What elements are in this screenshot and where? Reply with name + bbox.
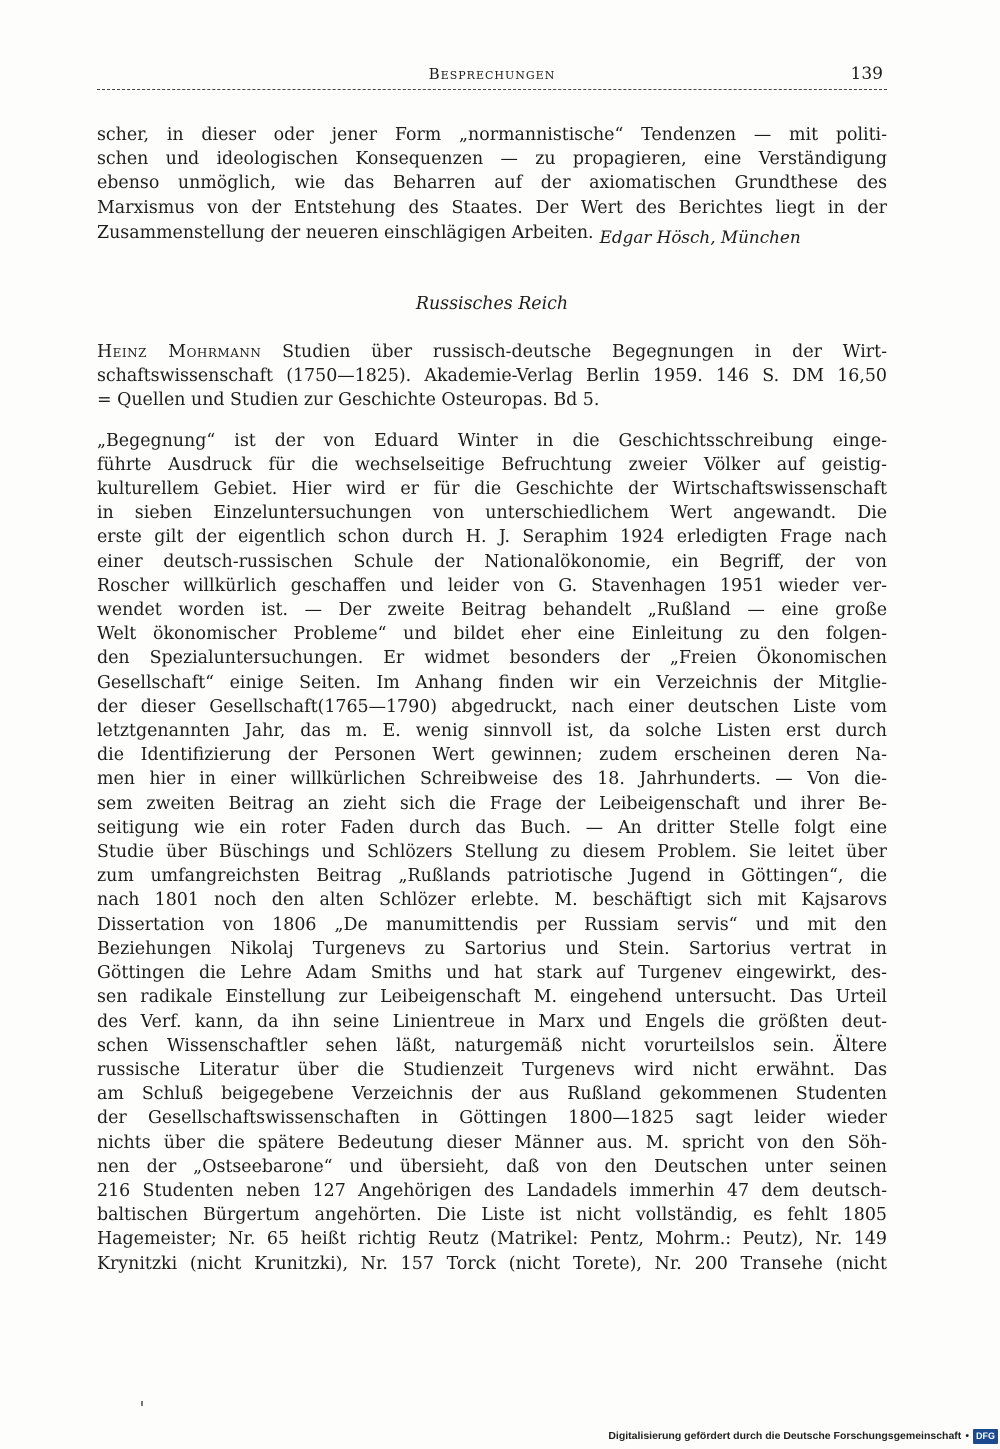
text-line (97, 340, 887, 364)
text-line: führte Ausdruck für die wechselseitige Befruchtung zweier Völker auf geistig- (97, 454, 887, 475)
text-line: Roscher willkürlich geschaffen und leider von G. Stavenhagen 1951 wieder ver- (97, 575, 887, 596)
text-line: = Quellen und Studien zur Geschichte Osteuropas. Bd 5. (97, 390, 600, 411)
text-line: zum umfangreichsten Beitrag „Rußlands patriotische Jugend in Göttingen“, die (97, 866, 887, 887)
section-heading: Russisches Reich (415, 294, 569, 315)
text-line: ebenso unmöglich, wie das Beharren auf der axiomatischen Grundthese des (97, 173, 887, 194)
text-line: Zusammenstellung der neueren einschlägigen Arbeiten. (97, 222, 594, 243)
text-line: schen Wissenschaftler sehen läßt, naturgemäß nicht vorurteilslos sein. Ältere (97, 1035, 887, 1056)
reference-title: Studien über russisch-deutsche Begegnungen in der Wirt- (282, 342, 887, 363)
dfg-logo: DFG (973, 1429, 998, 1444)
text-line: wendet worden ist. — Der zweite Beitrag behandelt „Rußland — eine große (97, 600, 887, 621)
text-line: Krynitzki (nicht Krunitzki), Nr. 157 Torck (nicht Torete), Nr. 200 Transehe (nicht (97, 1253, 887, 1274)
text-line: der Gesellschaftswissenschaften in Göttingen 1800—1825 sagt leider wieder (97, 1108, 887, 1129)
text-line: erste gilt der eigentlich schon durch H. J. Seraphim 1924 erledigten Frage nach (97, 527, 887, 548)
digitization-footer (608, 1427, 998, 1445)
reference-author: Heinz Mohrmann (97, 342, 262, 363)
text-line: sen radikale Einstellung zur Leibeigenschaft M. eingehend untersucht. Das Urteil (97, 987, 887, 1008)
text-line: nichts über die spätere Bedeutung dieser Männer aus. M. spricht von den Söh- (97, 1132, 887, 1153)
text-line: schen und ideologischen Konsequenzen — zu propagieren, eine Verständigung (97, 149, 887, 170)
text-line: Dissertation von 1806 „De manumittendis per Russiam servis“ und mit den (97, 914, 887, 935)
text-line: men hier in einer willkürlichen Schreibweise des 18. Jahrhunderts. — Von die- (97, 769, 887, 790)
text-line-with-signature (97, 220, 887, 245)
text-line: Welt ökonomischer Probleme“ und bildet eher eine Einleitung zu den folgen- (97, 624, 887, 645)
text-line: sem zweiten Beitrag an zieht sich die Frage der Leibeigenschaft und ihrer Be- (97, 793, 887, 814)
running-title: Besprechungen (428, 65, 556, 83)
text-line: 216 Studenten neben 127 Angehörigen des Landadels immerhin 47 dem deutsch- (97, 1180, 887, 1201)
text-line: die Identifizierung der Personen Wert gewinnen; zudem erscheinen deren Na- (97, 745, 887, 766)
text-line: kulturellem Gebiet. Hier wird er für die Geschichte der Wirtschaftswissenschaft (97, 479, 887, 500)
text-line: Studie über Büschings und Schlözers Stellung zu diesem Problem. Sie leitet über (97, 842, 887, 863)
text-line: Gesellschaft“ einige Seiten. Im Anhang finden wir ein Verzeichnis der Mitglie- (97, 672, 887, 693)
footer-credit: Digitalisierung gefördert durch die Deutsche Forschungsgemeinschaft (608, 1430, 962, 1442)
reviewer-signature: Edgar Hösch, München (599, 226, 801, 247)
text-line: des Verf. kann, da ihn seine Linientreue in Marx und Engels die größten deut- (97, 1011, 887, 1032)
text-line: seitigung wie ein roter Faden durch das Buch. — An dritter Stelle folgt eine (97, 817, 887, 838)
document-page (97, 62, 887, 1276)
text-line: am Schluß beigegebene Verzeichnis der aus Rußland gekommenen Studenten (97, 1084, 887, 1105)
review-paragraph (97, 429, 887, 1276)
text-line: russische Literatur über die Studienzeit Turgenevs wird nicht erwähnt. Das (97, 1059, 887, 1080)
text-line: letztgenannten Jahr, das m. E. wenig sinnvoll ist, da solche Listen erst durch (97, 721, 887, 742)
bibliographic-reference (97, 340, 887, 413)
text-line: Göttingen die Lehre Adam Smiths und hat stark auf Turgenev eingewirkt, des- (97, 963, 887, 984)
page-number: 139 (850, 64, 883, 84)
text-line: baltischen Bürgertum angehörten. Die Liste ist nicht vollständig, es fehlt 1805 (97, 1205, 887, 1226)
header-divider (97, 89, 887, 90)
text-line: schaftswissenschaft (1750—1825). Akademie-Verlag Berlin 1959. 146 S. DM 16,50 (97, 366, 887, 387)
text-line: Hagemeister; Nr. 65 heißt richtig Reutz (Matrikel: Pentz, Mohrm.: Peutz), Nr. 149 (97, 1229, 887, 1250)
intro-paragraph (97, 123, 887, 245)
text-line: scher, in dieser oder jener Form „normannistische“ Tendenzen — mit politi- (97, 125, 887, 145)
text-line: Beziehungen Nikolaj Turgenevs zu Sartorius und Stein. Sartorius vertrat in (97, 938, 887, 959)
text-line: nen der „Ostseebarone“ und übersieht, daß von den Deutschen unter seinen (97, 1156, 887, 1177)
running-header (97, 62, 887, 90)
text-line: den Spezialuntersuchungen. Er widmet besonders der „Freien Ökonomischen (97, 648, 887, 669)
text-line: nach 1801 noch den alten Schlözer erlebte. M. beschäftigt sich mit Kajsarovs (97, 890, 887, 911)
text-line: in sieben Einzeluntersuchungen von unterschiedlichem Wert angewandt. Die (97, 503, 887, 524)
text-line: einer deutsch-russischen Schule der Nationalökonomie, ein Begriff, der von (97, 551, 887, 572)
text-line: „Begegnung“ ist der von Eduard Winter in die Geschichtsschreibung einge- (97, 430, 887, 451)
text-line: der dieser Gesellschaft(1765—1790) abgedruckt, nach einer deutschen Liste vom (97, 696, 887, 717)
footer-separator: • (965, 1430, 969, 1442)
text-line: Marxismus von der Entstehung des Staates. Der Wert des Berichtes liegt in der (97, 197, 887, 218)
scan-artifact (141, 1401, 143, 1406)
